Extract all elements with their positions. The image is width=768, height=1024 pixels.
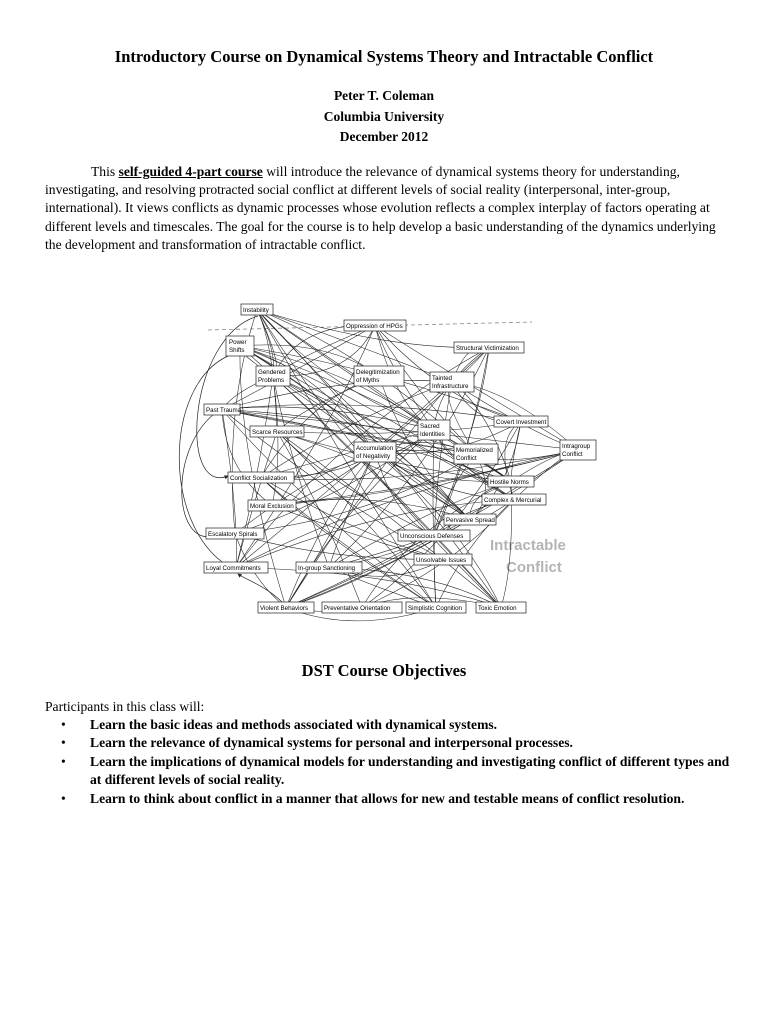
- node-covert-investment: [494, 416, 548, 427]
- objectives-list: [45, 716, 735, 808]
- objectives-heading: DST Course Objectives: [301, 661, 467, 680]
- intro-body: will introduce the relevance of dynamical systems theory for understanding, investigating, and resolving protracted social conflict at different levels of social reality (interpersonal, inter-group, international). It views conflicts as dynamic processes whose evolution reflects a complex interplay of factors operating at different levels and timescales. The goal for the course is to help develop a basic understanding of the dynamics underlying the development and transformation of intractable conflict.: [45, 164, 716, 252]
- node-delegitimization: [354, 366, 404, 386]
- node-pervasive-spread: [444, 514, 496, 525]
- node-escalatory-spirals: [206, 528, 264, 539]
- svg-text:Instability: Instability: [243, 307, 269, 314]
- intro-paragraph: [45, 163, 735, 254]
- svg-text:Conflict Socialization: Conflict Socialization: [230, 475, 288, 482]
- node-power-shifts: [226, 336, 254, 356]
- node-violent-behaviors: [258, 602, 314, 613]
- node-instability: [241, 304, 273, 315]
- node-moral-exclusion: [248, 500, 296, 511]
- svg-text:Simplistic Cognition: Simplistic Cognition: [408, 605, 462, 612]
- node-oppression: [344, 320, 406, 331]
- bullet-icon: •: [61, 735, 66, 751]
- svg-text:Covert Investment: Covert Investment: [496, 419, 547, 426]
- diagram-edge: [236, 432, 277, 568]
- node-tainted-infrastructure: [430, 372, 474, 392]
- node-scarce-resources: [250, 426, 304, 437]
- svg-text:Scarce Resources: Scarce Resources: [252, 429, 303, 436]
- objective-item: • Learn the implications of dynamical models for understanding and investigating conflict of different types and at different levels of social reality.: [61, 753, 730, 788]
- objective-item: • Learn the relevance of dynamical systems for personal and interpersonal processes.: [45, 734, 735, 752]
- node-ingroup-sanctioning: [296, 562, 362, 573]
- svg-text:Past Trauma: Past Trauma: [206, 407, 242, 414]
- bullet-icon: •: [61, 790, 66, 806]
- objective-item: • Learn to think about conflict in a manner that allows for new and testable means of conflict resolution.: [45, 790, 735, 808]
- diagram-edge: [222, 410, 236, 568]
- node-gendered-problems: [256, 366, 290, 386]
- author-name: Peter T. Coleman: [333, 88, 435, 103]
- author-block: [0, 86, 768, 148]
- svg-text:of Negativity: of Negativity: [356, 453, 391, 460]
- svg-text:of Myths: of Myths: [356, 377, 380, 384]
- svg-text:Conflict: Conflict: [562, 451, 583, 458]
- node-conflict-socialization: [228, 472, 294, 483]
- svg-text:Problems: Problems: [258, 377, 285, 384]
- svg-text:Unconscious Defenses: Unconscious Defenses: [400, 533, 464, 540]
- participants-intro: Participants in this class will:: [45, 699, 205, 714]
- svg-text:In-group Sanctioning: In-group Sanctioning: [298, 565, 356, 572]
- svg-text:Gendered: Gendered: [258, 369, 286, 376]
- svg-text:Sacred: Sacred: [420, 423, 440, 430]
- node-toxic-emotion: [476, 602, 526, 613]
- node-unsolvable-issues: [414, 554, 472, 565]
- svg-text:Preventative Orientation: Preventative Orientation: [324, 605, 391, 612]
- node-memorialized-conflict: [454, 444, 498, 464]
- node-loyal-commitments: [204, 562, 268, 573]
- svg-text:Infrastructure: Infrastructure: [432, 383, 469, 390]
- document-title: Introductory Course on Dynamical Systems Theory and Intractable Conflict: [114, 47, 654, 66]
- objective-item: • Learn the basic ideas and methods associated with dynamical systems.: [45, 716, 735, 734]
- institution: Columbia University: [323, 108, 445, 124]
- node-sacred-identities: [418, 420, 450, 440]
- svg-text:Power: Power: [229, 339, 247, 346]
- overlay-title-line2: Conflict: [506, 559, 562, 576]
- svg-text:Conflict: Conflict: [456, 455, 477, 462]
- node-unconscious-defenses: [398, 530, 470, 541]
- node-intragroup-conflict: [560, 440, 596, 460]
- node-preventative-orientation: [322, 602, 402, 613]
- svg-text:Structural Victimization: Structural Victimization: [456, 345, 519, 352]
- node-complex-mercurial: [482, 494, 546, 505]
- document-date: December 2012: [339, 129, 429, 144]
- course-link[interactable]: self-guided 4-part course: [118, 164, 263, 179]
- overlay-title-line1: Intractable: [490, 537, 566, 554]
- node-accumulation-of-negativity: [354, 442, 396, 462]
- bullet-icon: •: [61, 753, 66, 769]
- svg-text:Identities: Identities: [420, 431, 445, 438]
- svg-text:Delegitimization: Delegitimization: [356, 369, 400, 376]
- svg-text:Accumulation: Accumulation: [356, 445, 394, 452]
- conflict-network-diagram: [168, 296, 602, 628]
- svg-text:Escalatory Spirals: Escalatory Spirals: [208, 531, 258, 538]
- svg-text:Pervasive Spread: Pervasive Spread: [446, 517, 495, 524]
- intro-prefix: This: [91, 164, 119, 179]
- svg-text:Loyal Commitments: Loyal Commitments: [206, 565, 261, 572]
- diagram-edge: [277, 432, 362, 608]
- svg-text:Hostile Norms: Hostile Norms: [490, 479, 529, 486]
- node-past-trauma: [204, 404, 242, 415]
- diagram-edge: [434, 430, 514, 500]
- diagram-edge: [222, 410, 272, 506]
- svg-text:Tainted: Tainted: [432, 375, 452, 382]
- node-simplistic-cognition: [406, 602, 466, 613]
- diagram-svg: [168, 296, 602, 628]
- svg-text:Memorialized: Memorialized: [456, 447, 493, 454]
- svg-text:Toxic Emotion: Toxic Emotion: [478, 605, 517, 612]
- svg-text:Complex & Mercurial: Complex & Mercurial: [484, 497, 542, 504]
- svg-text:Intragroup: Intragroup: [562, 443, 591, 450]
- svg-text:Violent Behaviors: Violent Behaviors: [260, 605, 309, 612]
- svg-text:Unsolvable Issues: Unsolvable Issues: [416, 557, 467, 564]
- bullet-icon: •: [61, 717, 66, 732]
- svg-text:Moral Exclusion: Moral Exclusion: [250, 503, 294, 510]
- diagram-edge: [182, 411, 218, 537]
- node-structural-victimization: [454, 342, 524, 353]
- node-hostile-norms: [488, 476, 534, 487]
- svg-text:Shifts: Shifts: [229, 347, 245, 354]
- svg-text:Oppression of HPGs: Oppression of HPGs: [346, 323, 403, 330]
